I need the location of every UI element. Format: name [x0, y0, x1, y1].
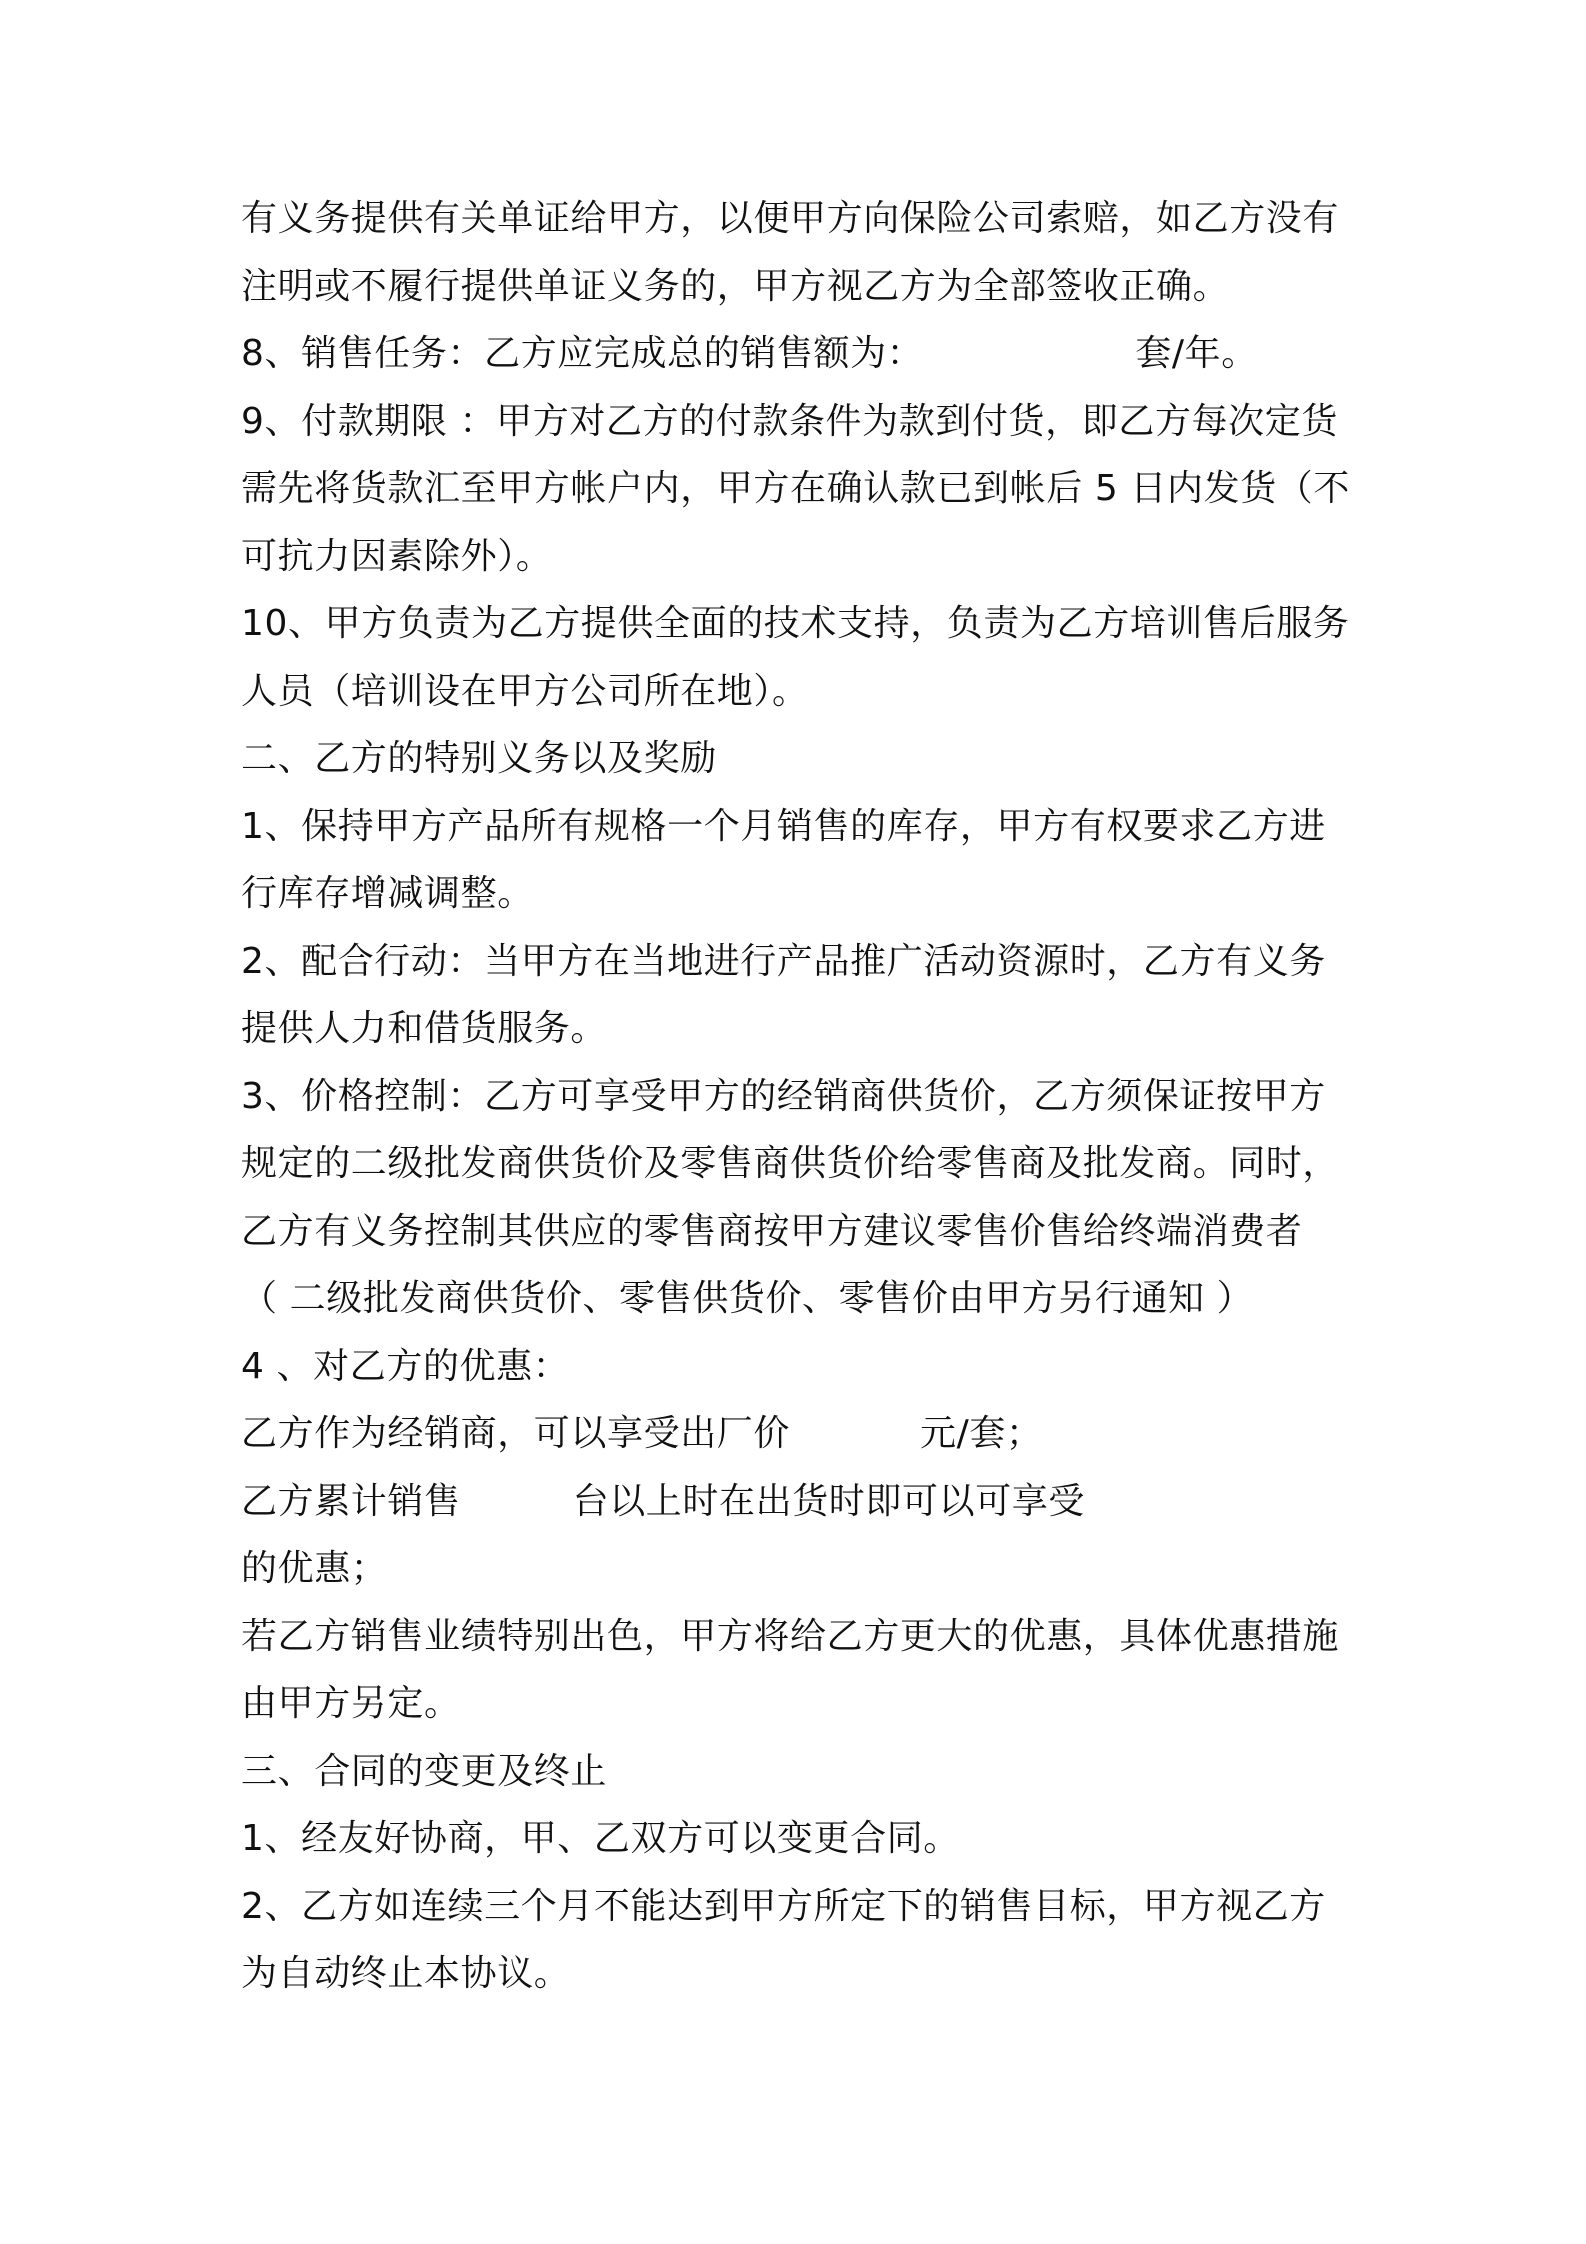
sales-task-unit: 套/年。	[1135, 333, 1258, 374]
paragraph-line: 若乙方销售业绩特别出色，甲方将给乙方更大的优惠，具体优惠措施	[241, 1615, 1340, 1657]
paragraph-line: 的优惠；	[241, 1548, 388, 1589]
section-heading: 三、合同的变更及终止	[241, 1750, 608, 1792]
cumulative-sales-text: 台以上时在出货时即可以可享受	[572, 1480, 1086, 1522]
contract-body	[241, 185, 1361, 2008]
paragraph-line: 1、经友好协商，甲、乙双方可以变更合同。	[241, 1818, 960, 1859]
paragraph-line: 行库存增减调整。	[241, 873, 534, 914]
paragraph-line: 需先将货款汇至甲方帐户内，甲方在确认款已到帐后 5 日内发货（不	[241, 468, 1350, 509]
paragraph-line: 乙方有义务控制其供应的零售商按甲方建议零售价售给终端消费者	[241, 1210, 1303, 1252]
paragraph-line: 2、配合行动：当甲方在当地进行产品推广活动资源时，乙方有义务	[241, 940, 1326, 982]
factory-price-line	[241, 1400, 1361, 1468]
factory-price-label: 乙方作为经销商，可以享受出厂价	[241, 1413, 791, 1454]
paragraph-line: 人员（培训设在甲方公司所在地）。	[241, 670, 809, 712]
cumulative-sales-line	[241, 1468, 1361, 1536]
sales-task-line	[241, 320, 1361, 388]
paragraph-line: 1、保持甲方产品所有规格一个月销售的库存，甲方有权要求乙方进	[241, 805, 1326, 847]
section-heading: 二、乙方的特别义务以及奖励	[241, 738, 717, 779]
paragraph-line: 可抗力因素除外）。	[241, 535, 553, 577]
paragraph-line: 4 、对乙方的优惠：	[241, 1345, 570, 1387]
sales-task-label: 8、销售任务：乙方应完成总的销售额为：	[241, 333, 924, 374]
paragraph-line: （ 二级批发商供货价、零售供货价、零售价由甲方另行通知 ）	[241, 1278, 1254, 1319]
factory-price-unit: 元/套；	[920, 1413, 1043, 1454]
paragraph-line: 规定的二级批发商供货价及零售商供货价给零售商及批发商。同时，	[241, 1143, 1340, 1184]
cumulative-sales-label: 乙方累计销售	[241, 1480, 461, 1522]
paragraph-line: 10、甲方负责为乙方提供全面的技术支持，负责为乙方培训售后服务	[241, 603, 1350, 644]
paragraph-line: 由甲方另定。	[241, 1683, 461, 1724]
paragraph-line: 注明或不履行提供单证义务的，甲方视乙方为全部签收正确。	[241, 265, 1230, 307]
paragraph-line: 2、乙方如连续三个月不能达到甲方所定下的销售目标，甲方视乙方	[241, 1885, 1326, 1927]
paragraph-line: 提供人力和借货服务。	[241, 1008, 608, 1049]
paragraph-line: 有义务提供有关单证给甲方，以便甲方向保险公司索赔，如乙方没有	[241, 198, 1340, 239]
paragraph-line: 为自动终止本协议。	[241, 1953, 571, 1994]
paragraph-line: 3、价格控制：乙方可享受甲方的经销商供货价，乙方须保证按甲方	[241, 1075, 1326, 1117]
paragraph-line: 9、付款期限 ：甲方对乙方的付款条件为款到付货，即乙方每次定货	[241, 400, 1338, 442]
